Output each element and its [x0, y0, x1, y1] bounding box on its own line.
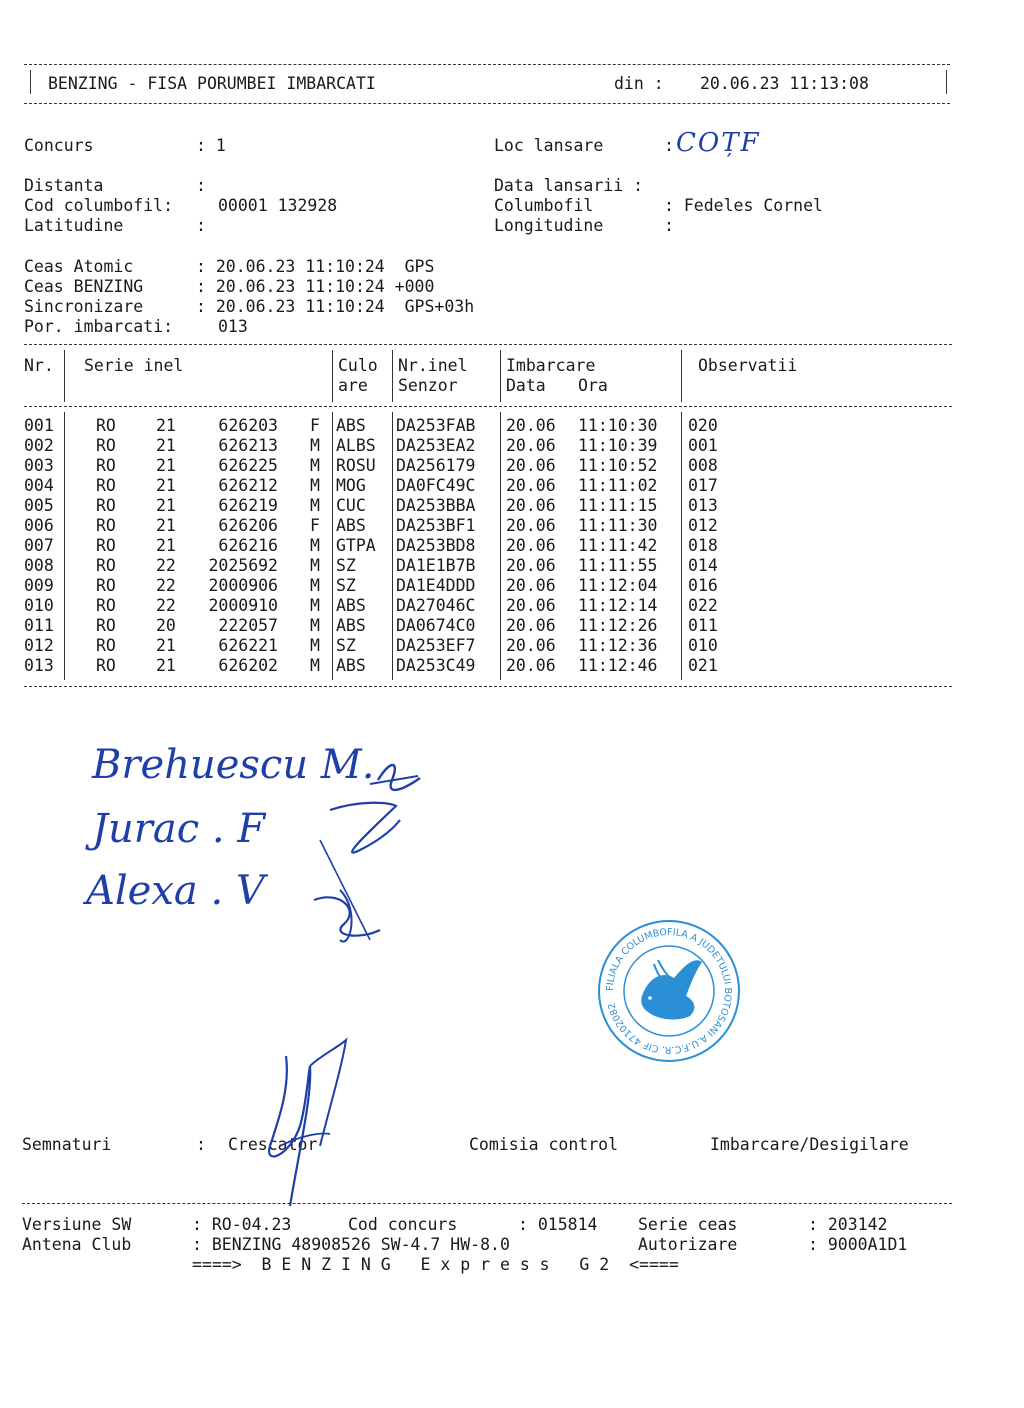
cell-sex: M: [310, 476, 320, 495]
cell-nr: 005: [24, 496, 54, 515]
table-row: [24, 616, 744, 636]
sincronizare-value: : 20.06.23 11:10:24 GPS+03h: [196, 297, 475, 316]
versiune-sw-label: Versiune SW: [22, 1215, 132, 1234]
col-header-serie: Serie inel: [84, 356, 184, 375]
loc-lansare-colon: :: [664, 136, 674, 155]
document-date: 20.06.23 11:13:08: [700, 74, 869, 93]
cell-obs: 011: [688, 616, 718, 635]
cell-serie: 626206: [218, 516, 278, 535]
cell-ora: 11:11:02: [578, 476, 658, 495]
cell-nr: 010: [24, 596, 54, 615]
cell-tara: RO: [96, 636, 116, 655]
cell-sex: M: [310, 456, 320, 475]
cell-an: 21: [156, 656, 176, 675]
cell-senzor: DA253BF1: [396, 516, 476, 535]
cell-ora: 11:11:42: [578, 536, 658, 555]
benzing-express-banner: ====> B E N Z I N G E x p r e s s G 2 <====: [192, 1255, 679, 1274]
cell-culoare: ABS: [336, 516, 366, 535]
col-header-culo: Culo: [338, 356, 378, 375]
cell-ora: 11:12:04: [578, 576, 658, 595]
cell-tara: RO: [96, 596, 116, 615]
cell-culoare: SZ: [336, 556, 356, 575]
ceas-atomic-label: Ceas Atomic: [24, 257, 134, 276]
autorizare-value: : 9000A1D1: [808, 1235, 908, 1254]
cell-an: 20: [156, 616, 176, 635]
header-divider: [332, 350, 333, 402]
table-header-rule: [24, 406, 952, 407]
loc-lansare-label: Loc lansare: [494, 136, 604, 155]
cod-columbofil-value: 00001 132928: [218, 196, 338, 215]
cell-tara: RO: [96, 496, 116, 515]
cell-obs: 010: [688, 636, 718, 655]
cell-obs: 017: [688, 476, 718, 495]
cell-ora: 11:12:36: [578, 636, 658, 655]
antena-club-label: Antena Club: [22, 1235, 132, 1254]
cell-serie: 626203: [218, 416, 278, 435]
col-header-imbarcare: Imbarcare: [506, 356, 596, 375]
cell-data: 20.06: [506, 616, 556, 635]
cell-an: 21: [156, 456, 176, 475]
longitudine-value: :: [664, 216, 674, 235]
cell-obs: 018: [688, 536, 718, 555]
semnaturi-colon: :: [196, 1135, 206, 1154]
col-header-nr: Nr.: [24, 356, 54, 375]
cell-senzor: DA253C49: [396, 656, 476, 675]
cell-tara: RO: [96, 516, 116, 535]
cell-senzor: DA0FC49C: [396, 476, 476, 495]
cell-senzor: DA253FAB: [396, 416, 476, 435]
cell-sex: M: [310, 556, 320, 575]
cell-culoare: MOG: [336, 476, 366, 495]
col-header-nrinel: Nr.inel: [398, 356, 468, 375]
handwritten-name-1: Brehuescu M.: [92, 742, 375, 788]
cell-data: 20.06: [506, 656, 556, 675]
cod-columbofil-label: Cod columbofil:: [24, 196, 174, 215]
cell-tara: RO: [96, 616, 116, 635]
concurs-label: Concurs: [24, 136, 94, 155]
cell-serie: 222057: [218, 616, 278, 635]
cell-nr: 007: [24, 536, 54, 555]
cell-sex: M: [310, 496, 320, 515]
ceas-benzing-label: Ceas BENZING: [24, 277, 144, 296]
cell-data: 20.06: [506, 476, 556, 495]
cell-data: 20.06: [506, 636, 556, 655]
cell-culoare: ALBS: [336, 436, 376, 455]
header-top-rule: [24, 64, 950, 65]
cell-culoare: ABS: [336, 616, 366, 635]
cell-data: 20.06: [506, 596, 556, 615]
cell-obs: 001: [688, 436, 718, 455]
imbarcare-desigilare-label: Imbarcare/Desigilare: [710, 1135, 909, 1154]
cell-serie: 626219: [218, 496, 278, 515]
cell-tara: RO: [96, 476, 116, 495]
cell-data: 20.06: [506, 516, 556, 535]
cell-nr: 011: [24, 616, 54, 635]
cell-nr: 003: [24, 456, 54, 475]
cod-concurs-value: : 015814: [518, 1215, 598, 1234]
cell-senzor: DA256179: [396, 456, 476, 475]
cell-serie: 2000906: [208, 576, 278, 595]
cell-nr: 013: [24, 656, 54, 675]
table-row: [24, 416, 744, 436]
distanta-label: Distanta: [24, 176, 104, 195]
serie-ceas-value: : 203142: [808, 1215, 888, 1234]
cell-an: 22: [156, 556, 176, 575]
cell-sex: M: [310, 656, 320, 675]
cell-nr: 004: [24, 476, 54, 495]
col-header-ora: Ora: [578, 376, 608, 395]
cell-culoare: ABS: [336, 416, 366, 435]
cell-culoare: SZ: [336, 576, 356, 595]
cell-data: 20.06: [506, 436, 556, 455]
cell-serie: 626202: [218, 656, 278, 675]
semnaturi-label: Semnaturi: [22, 1135, 112, 1154]
columbofil-label: Columbofil: [494, 196, 594, 215]
cell-culoare: GTPA: [336, 536, 376, 555]
handwritten-signatures: [300, 740, 460, 970]
table-row: [24, 636, 744, 656]
cell-serie: 626213: [218, 436, 278, 455]
cell-serie: 626216: [218, 536, 278, 555]
cell-tara: RO: [96, 576, 116, 595]
concurs-value: : 1: [196, 136, 226, 155]
cell-an: 21: [156, 416, 176, 435]
cell-tara: RO: [96, 436, 116, 455]
crescator-signature: [250, 1036, 370, 1216]
table-top-rule: [24, 344, 952, 345]
data-lansarii-label: Data lansarii :: [494, 176, 644, 195]
cell-ora: 11:12:26: [578, 616, 658, 635]
cell-obs: 020: [688, 416, 718, 435]
cell-data: 20.06: [506, 536, 556, 555]
table-row: [24, 576, 744, 596]
cell-obs: 014: [688, 556, 718, 575]
table-row: [24, 456, 744, 476]
header-left-border: [30, 70, 31, 94]
ceas-benzing-value: : 20.06.23 11:10:24 +000: [196, 277, 435, 296]
pigeon-icon: [641, 960, 702, 1019]
loc-lansare-handwritten: COȚF: [676, 128, 761, 158]
cell-serie: 626221: [218, 636, 278, 655]
cell-an: 21: [156, 516, 176, 535]
porumbei-imbarcati-label: Por. imbarcati:: [24, 317, 174, 336]
cell-sex: M: [310, 436, 320, 455]
longitudine-label: Longitudine: [494, 216, 604, 235]
cell-nr: 006: [24, 516, 54, 535]
cell-tara: RO: [96, 656, 116, 675]
cell-sex: F: [310, 416, 320, 435]
cell-ora: 11:10:52: [578, 456, 658, 475]
handwritten-name-2: Jurac . F: [92, 806, 266, 852]
cell-sex: F: [310, 516, 320, 535]
cell-serie: 2025692: [208, 556, 278, 575]
cell-sex: M: [310, 536, 320, 555]
header-bottom-rule: [24, 103, 950, 104]
distanta-value: :: [196, 176, 206, 195]
cell-nr: 009: [24, 576, 54, 595]
cell-obs: 013: [688, 496, 718, 515]
col-header-data: Data: [506, 376, 546, 395]
cell-senzor: DA1E4DDD: [396, 576, 476, 595]
table-row: [24, 656, 744, 676]
header-divider: [500, 350, 501, 402]
cell-tara: RO: [96, 556, 116, 575]
cell-an: 21: [156, 636, 176, 655]
sincronizare-label: Sincronizare: [24, 297, 144, 316]
cell-serie: 626225: [218, 456, 278, 475]
handwritten-name-3: Alexa . V: [86, 868, 265, 914]
cell-an: 21: [156, 476, 176, 495]
cell-sex: M: [310, 576, 320, 595]
versiune-sw-value: : RO-04.23: [192, 1215, 292, 1234]
cod-concurs-label: Cod concurs: [348, 1215, 458, 1234]
cell-sex: M: [310, 616, 320, 635]
cell-senzor: DA253EA2: [396, 436, 476, 455]
cell-nr: 002: [24, 436, 54, 455]
cell-obs: 022: [688, 596, 718, 615]
cell-culoare: CUC: [336, 496, 366, 515]
latitudine-label: Latitudine: [24, 216, 124, 235]
cell-nr: 001: [24, 416, 54, 435]
cell-an: 22: [156, 576, 176, 595]
cell-an: 21: [156, 536, 176, 555]
table-row: [24, 476, 744, 496]
footer-rule: [22, 1203, 952, 1204]
cell-culoare: SZ: [336, 636, 356, 655]
cell-obs: 008: [688, 456, 718, 475]
antena-club-value: : BENZING 48908526 SW-4.7 HW-8.0: [192, 1235, 510, 1254]
table-row: [24, 556, 744, 576]
cell-data: 20.06: [506, 576, 556, 595]
cell-senzor: DA253EF7: [396, 636, 476, 655]
table-bottom-rule: [24, 686, 952, 687]
cell-serie: 626212: [218, 476, 278, 495]
serie-ceas-label: Serie ceas: [638, 1215, 738, 1234]
header-divider: [64, 350, 65, 402]
cell-ora: 11:12:14: [578, 596, 658, 615]
cell-serie: 2000910: [208, 596, 278, 615]
cell-ora: 11:11:55: [578, 556, 658, 575]
cell-tara: RO: [96, 456, 116, 475]
header-right-border: [946, 70, 947, 94]
document-title: BENZING - FISA PORUMBEI IMBARCATI: [48, 74, 376, 93]
cell-senzor: DA1E1B7B: [396, 556, 476, 575]
cell-ora: 11:10:39: [578, 436, 658, 455]
cell-senzor: DA253BBA: [396, 496, 476, 515]
cell-tara: RO: [96, 536, 116, 555]
cell-ora: 11:11:15: [578, 496, 658, 515]
col-header-observatii: Observatii: [698, 356, 798, 375]
latitudine-value: :: [196, 216, 206, 235]
cell-senzor: DA27046C: [396, 596, 476, 615]
cell-ora: 11:12:46: [578, 656, 658, 675]
cell-culoare: ROSU: [336, 456, 376, 475]
comisia-control-label: Comisia control: [469, 1135, 619, 1154]
cell-obs: 016: [688, 576, 718, 595]
cell-an: 21: [156, 436, 176, 455]
cell-obs: 021: [688, 656, 718, 675]
cell-data: 20.06: [506, 416, 556, 435]
cell-data: 20.06: [506, 556, 556, 575]
col-header-senzor: Senzor: [398, 376, 458, 395]
porumbei-imbarcati-value: 013: [218, 317, 248, 336]
table-row: [24, 516, 744, 536]
cell-senzor: DA0674C0: [396, 616, 476, 635]
table-row: [24, 536, 744, 556]
ceas-atomic-value: : 20.06.23 11:10:24 GPS: [196, 257, 435, 276]
cell-nr: 012: [24, 636, 54, 655]
cell-an: 21: [156, 496, 176, 515]
cell-nr: 008: [24, 556, 54, 575]
stamp-ring-text: FILIALA COLUMBOFILA A JUDETULUI BOTOSANI A.U.F.C.R. CIF 47102082: [604, 926, 734, 1056]
cell-data: 20.06: [506, 456, 556, 475]
cell-an: 22: [156, 596, 176, 615]
crescator-label: Crescator: [228, 1135, 318, 1154]
date-label: din :: [614, 74, 664, 93]
club-stamp: [594, 916, 744, 1066]
autorizare-label: Autorizare: [638, 1235, 738, 1254]
columbofil-value: : Fedeles Cornel: [664, 196, 823, 215]
cell-data: 20.06: [506, 496, 556, 515]
cell-ora: 11:11:30: [578, 516, 658, 535]
cell-ora: 11:10:30: [578, 416, 658, 435]
col-header-are: are: [338, 376, 368, 395]
cell-obs: 012: [688, 516, 718, 535]
table-row: [24, 436, 744, 456]
cell-sex: M: [310, 636, 320, 655]
header-divider: [392, 350, 393, 402]
header-divider: [681, 350, 682, 402]
cell-tara: RO: [96, 416, 116, 435]
cell-senzor: DA253BD8: [396, 536, 476, 555]
table-row: [24, 596, 744, 616]
cell-culoare: ABS: [336, 656, 366, 675]
table-row: [24, 496, 744, 516]
cell-culoare: ABS: [336, 596, 366, 615]
cell-sex: M: [310, 596, 320, 615]
